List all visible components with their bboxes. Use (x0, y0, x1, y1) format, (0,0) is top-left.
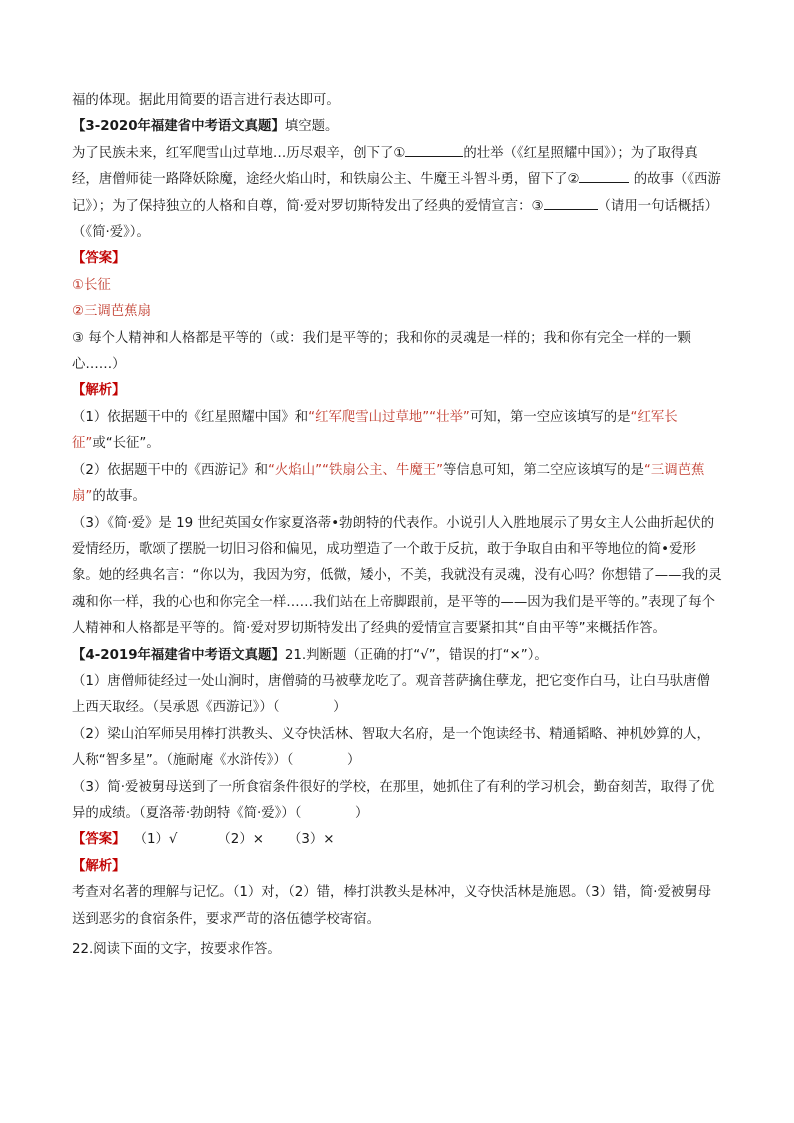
analysis-1-text: 或 (92, 436, 106, 452)
q3-title-suffix: 填空题。 (284, 119, 339, 135)
q4-answer-3: （3）× (287, 832, 335, 848)
q3-previous-tail: 福的体现。据此用简要的语言进行表达即可。 (72, 93, 340, 108)
analysis-2-quote: “铁扇公主、牛魔王” (322, 462, 444, 478)
q3-stem-part-4: （请用一句话概括）（《简·爱》）。 (72, 198, 719, 241)
q3-analysis-tag: 【解析】 (72, 383, 126, 399)
q3-heading (72, 114, 722, 140)
q22-heading: 22.阅读下面的文字，按要求作答。 (72, 942, 281, 957)
blank-1[interactable] (405, 141, 463, 157)
q4-item-1: （1）唐僧师徒经过一处山涧时，唐僧骑的马被孽龙吃了。观音菩萨擒住孽龙，把它变作白马，让白马驮唐僧上西天取经。（吴承恩《西游记》）（ ） (72, 673, 710, 716)
analysis-2-quote: “火焰山” (268, 462, 323, 478)
analysis-1-quote: “红军爬雪山过草地” (308, 409, 430, 425)
q4-title: 【4-2019年福建省中考语文真题】 (72, 647, 285, 663)
analysis-1-quote: “长征” (105, 436, 147, 452)
q3-stem-part-1: 为了民族未来，红军爬雪山过草地…历尽艰辛，创下了 (72, 145, 394, 161)
q4-answer-tag: 【答案】 (72, 832, 126, 848)
q4-answer-line (72, 827, 722, 853)
q4-item-2: （2）梁山泊军师吴用棒打洪教头、义夺快活林、智取大名府，是一个饱读经书、精通韬略、神机妙算的人，人称“智多星”。（施耐庵《水浒传》）（ ） (72, 726, 710, 769)
q3-analysis-2 (72, 458, 722, 511)
analysis-2-text: 等信息可知，第二空应该填写的是 (443, 462, 644, 478)
analysis-2-text: 的故事。 (92, 489, 146, 505)
blank-2[interactable] (579, 167, 629, 183)
q3-answer-1: ①长征 (72, 277, 111, 293)
q3-analysis-3: （3）《简·爱》是 19 世纪英国女作家夏洛蒂•勃朗特的代表作。小说引人入胜地展示了男女主人公曲折起伏的爱情经历，歌颂了摆脱一切旧习俗和偏见，成功塑造了一个敢于反抗，敢于争取自由和平等地位的简•爱形象。她的经典名言：“你以为，我因为穷，低微，矮小，不美，我就没有灵魂，没有心吗？你想错了——我的灵魂和你一样，我的心也和你完全一样……我们站在上帝脚跟前，是平等的——因为我们是平等的。”表现了每个人精神和人格都是平等的。简·爱对罗切斯特发出了经典的爱情宣言要紧扣其“自由平等”来概括作答。 (72, 515, 722, 637)
q4-answer-1: （1）√ (133, 832, 178, 848)
analysis-2-quote: “三调芭蕉扇” (72, 462, 705, 505)
analysis-1-text: 。 (146, 436, 160, 452)
document-page (72, 88, 722, 963)
q3-title: 【3-2020年福建省中考语文真题】 (72, 119, 285, 135)
q3-stem-part-3: 的故事（《西游记》）；为了保持独立的人格和自尊，简·爱对罗切斯特发出了经典的爱情宣言： (72, 172, 721, 214)
q3-answer-tag: 【答案】 (72, 251, 126, 267)
q4-title-suffix: 21.判断题（正确的打“√”，错误的打“×”）。 (284, 647, 548, 663)
q3-answer-3: ③ 每个人精神和人格都是平等的（或：我们是平等的；我和你的灵魂是一样的；我和你有完全一样的一颗心……） (72, 330, 691, 373)
blank-3-number: ③ (531, 198, 544, 214)
q3-stem (72, 141, 722, 247)
q4-analysis: 考查对名著的理解与记忆。（1）对，（2）错，棒打洪教头是林冲，义夺快活林是施恩。（3）错，简·爱被舅母送到恶劣的食宿条件，要求严苛的洛伍德学校寄宿。 (72, 885, 712, 927)
q3-analysis-1 (72, 405, 722, 458)
analysis-2-text: （2）依据题干中的《西游记》和 (72, 462, 268, 478)
analysis-1-quote: “壮举” (429, 409, 470, 425)
analysis-1-text: （1）依据题干中的《红星照耀中国》和 (72, 409, 309, 425)
blank-3[interactable] (544, 194, 598, 210)
q4-answer-2: （2）× (217, 832, 264, 848)
blank-1-number: ① (393, 145, 406, 161)
q4-heading (72, 643, 722, 669)
blank-2-number: ② (567, 172, 580, 188)
q3-answer-2: ②三调芭蕉扇 (72, 304, 151, 320)
analysis-1-quote: “红军长征” (72, 409, 678, 452)
q3-stem-part-2: 的壮举（《红星照耀中国》）；为了取得真经，唐僧师徒一路降妖除魔，途经火焰山时，和铁扇公主、牛魔王斗智斗勇，留下了 (72, 145, 698, 188)
analysis-1-text: 可知，第一空应该填写的是 (469, 409, 631, 425)
q4-analysis-tag: 【解析】 (72, 858, 126, 874)
q4-item-3: （3）简·爱被舅母送到了一所食宿条件很好的学校，在那里，她抓住了有利的学习机会，勤奋刻苦，取得了优异的成绩。（夏洛蒂·勃朗特《简·爱》）（ ） (72, 779, 715, 821)
